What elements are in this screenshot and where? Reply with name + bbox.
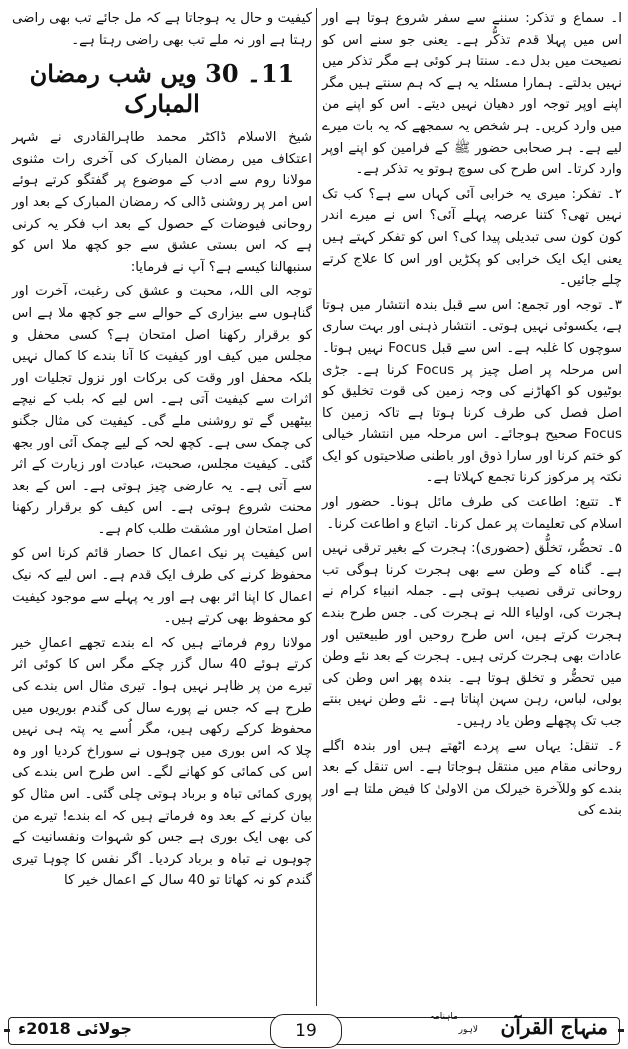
paragraph-tahazzur: ۵۔ تحضُّر، تخلُّق (حضوری): ہجرت کے بغیر ترقی نہیں ہے۔ گناہ کے وطن سے بھی ہجرت کرنا ہوگی تب روحانی ترقی نصیب ہوتی ہے۔ جملہ انبیاء کرام نے ہجرت کی، اولیاء اللہ نے ہجرت کی۔ جس طرح بندے ہجرت کرتے ہیں، اس طرح روحیں اور طبیعتیں اور عادات بھی ہجرت کرتی ہیں۔ ہجرت کے بعد نئے وطن میں تحضُّر و تخلق ہوتا ہے۔ بندہ پھر اس وطن کی بولی، لباس، رہن سہن اپناتا ہے۔ نئے وطن نہیں بنتے جب تک پچھلے وطن یاد رہیں۔ bbox=[322, 541, 622, 729]
paragraph-nek-amal: اس کیفیت پر نیک اعمال کا حصار قائم کرنا اس کو محفوظ کرنے کی طرف ایک قدم ہے۔ اس لیے کہ نیک اعمال کا اپنا اثر بھی ہے اور یہ پہلے سے موجود کیفیت کو محفوظ بھی کرتے ہیں۔ bbox=[12, 546, 312, 627]
issue-date: جولائی 2018ء bbox=[18, 1019, 132, 1038]
paragraph-maulana-rum: مولانا روم فرماتے ہیں کہ اے بندے تجھے اعمالِ خیر کرتے ہوئے 40 سال گزر چکے مگر اس کا کوئی اثر تیرے من پر ظاہر نہیں ہوا۔ تیری مثال اس بندے کی طرح ہے کہ جس نے پورے سال کی گندم بوریوں میں محفوظ کرکے رکھی ہیں، مگر اُسے یہ پتہ ہی نہیں چلا کہ اس بوری میں چوہوں نے سوراخ کردیا اور وہ اس کی کمائی کو کھانے لگے۔ اس طرح اس بندے کی پوری کمائی تباہ و برباد ہوتی چلی گئی۔ اس مثال کو بیان کرنے کے بعد وہ فرماتے ہیں کہ اے بندے! تیرے من کی بھی ایک بوری ہے جس کو شہوات ونفسانیت کے چوہوں نے تباہ و برباد کردیا۔ اگر نفس کا چوہا تیری گندم کو نہ کھاتا تو 40 سال کے اعمال خیر کا bbox=[12, 635, 312, 889]
paragraph-tawajjuh-ilallah: توجہ الی اللہ، محبت و عشق کی رغبت، آخرت اور گناہوں سے بیزاری کے حوالے سے جو کچھ ملا ہے اس کو برقرار رکھنا اصل امتحان ہے؟ کسی محفل و مجلس میں کیف اور کیفیت کا آنا بندے کا کمال نہیں بلکہ محفل اور وقت کی برکات اور نزول تجلیات اور اثرات سے کیفیت آتی ہے۔ اس لیے کہ بلب کے نیچے بیٹھیں گے تو روشنی ملے گی۔ کیفیت کی مثال جگنو کی چمک سی ہے۔ کچھ لحہ کے لیے چمک آئی اور بجھ گئی۔ کیفیت مجلس، صحبت، عبادت اور زیارت کے اثر سے آتی ہے۔ یہ عارضی چیز ہوتی ہے۔ اس کے بعد محنت شروع ہوتی ہے۔ اس کیف کو برقرار رکھنا اصل امتحان اور مشقت طلب کام ہے۔ bbox=[12, 284, 312, 537]
page-number: 19 bbox=[270, 1014, 342, 1048]
paragraph-tawajjuh: ۳۔ توجہ اور تجمع: اس سے قبل بندہ انتشار میں ہوتا ہے، یکسوئی نہیں ہوتی۔ انتشار ذہنی اور بہت ساری سوچوں کا غلبہ ہے۔ اس سے قبل Focus نہیں ہوتا۔ اس مرحلہ پر اصل چیز پر Focus کرنا ہے۔ جڑی بوٹیوں کو اکھاڑنے کی وجہ زمین کی قوت تخلیق کو اصل فصل کی طرف کرنا ہوتا ہے تاکہ زمین کا Focus صحیح ہوجائے۔ اس مرحلہ میں انتشار خیالی کو ختم کرنا اور سارا ذوق اور باطنی صلاحیتوں کو ایک نکتہ پر مرکوز کرنا تجمع کہلاتا ہے۔ bbox=[322, 297, 622, 486]
paragraph-sama-tazakkur: ا۔ سماع و تذکر: سننے سے سفر شروع ہوتا ہے اور اس میں پہلا قدم تذکُّر ہے۔ یعنی جو سنے اس کو نصیحت میں بدل دے۔ سنتا ہر کوئی ہے مگر تذکر میں نہیں بدلتے۔ ہمارا مسئلہ یہ ہے کہ ہم سنتے ہیں مگر اپنے اوپر توجہ اور دھیان نہیں دیتے۔ اس کو اپنے من میں وارد کریں۔ ہر شخص یہ سمجھے کہ یہ بات میرے لیے ہے۔ ہر صحابی حضور ﷺ کے فرامین کو اپنے اوپر وارد کرتا۔ اس طرح کی سوچ ہوتو یہ تذکر ہے۔ bbox=[322, 11, 622, 178]
magazine-label: ماہنامہ bbox=[429, 1012, 458, 1022]
magazine-logo: منہاج القرآن bbox=[500, 1015, 608, 1039]
column-divider bbox=[316, 8, 317, 1006]
page-footer bbox=[0, 1011, 628, 1049]
section-heading: 11۔ 30 ویں شب رمضان المبارک bbox=[29, 59, 295, 119]
right-column bbox=[322, 8, 622, 825]
paragraph-intro: کیفیت و حال یہ ہوجاتا ہے کہ مل جائے تب بھی راضی رہتا ہے اور نہ ملے تب بھی راضی رہتا ہے۔ bbox=[12, 11, 312, 48]
paragraph-tatabbu: ۴۔ تتبع: اطاعت کی طرف مائل ہونا۔ حضور اور اسلام کی تعلیمات پر عمل کرنا۔ اتباع و اطاعت کرنا۔ bbox=[322, 495, 622, 532]
paragraph-tafakkur: ۲۔ تفکر: میری یہ خرابی آئی کہاں سے ہے؟ کب تک نہیں تھی؟ کتنا عرصہ پہلے آئی؟ اس نے میرے اندر کون کون سی تبدیلی پیدا کی؟ اس کو تفکر کہتے ہیں یعنی ایک ایک خرابی کو پکڑیں اور اس کا علاج کرتے چلے جائیں۔ bbox=[322, 186, 622, 289]
paragraph-shaykh: شیخ الاسلام ڈاکٹر محمد طاہرالقادری نے شہر اعتکاف میں رمضان المبارک کی آخری رات مثنوی مولانا روم سے ادب کے موضوع پر گفتگو کرتے ہوئے اس امر پر روشنی ڈالی کہ رمضان المبارک کے بعد اور روحانی فیوضات کے حصول کے بعد اب فکر یہ کرنی ہے کہ اس بستی عشق سے جو کچھ ملا اس کو سنبھالنا کیسے ہے؟ آپ نے فرمایا: bbox=[12, 130, 312, 275]
magazine-city: لاہور bbox=[458, 1025, 478, 1035]
left-column bbox=[12, 8, 312, 895]
paragraph-tanaqqul: ۶۔ تنقل: یہاں سے پردے اٹھتے ہیں اور بندہ اگلے روحانی مقام میں منتقل ہوجاتا ہے۔ اس تنقل کے بعد بندے کو وللآخرة خیرلک من الاولیٰ کا فیض ملتا ہے اور بندے کی bbox=[322, 738, 622, 819]
